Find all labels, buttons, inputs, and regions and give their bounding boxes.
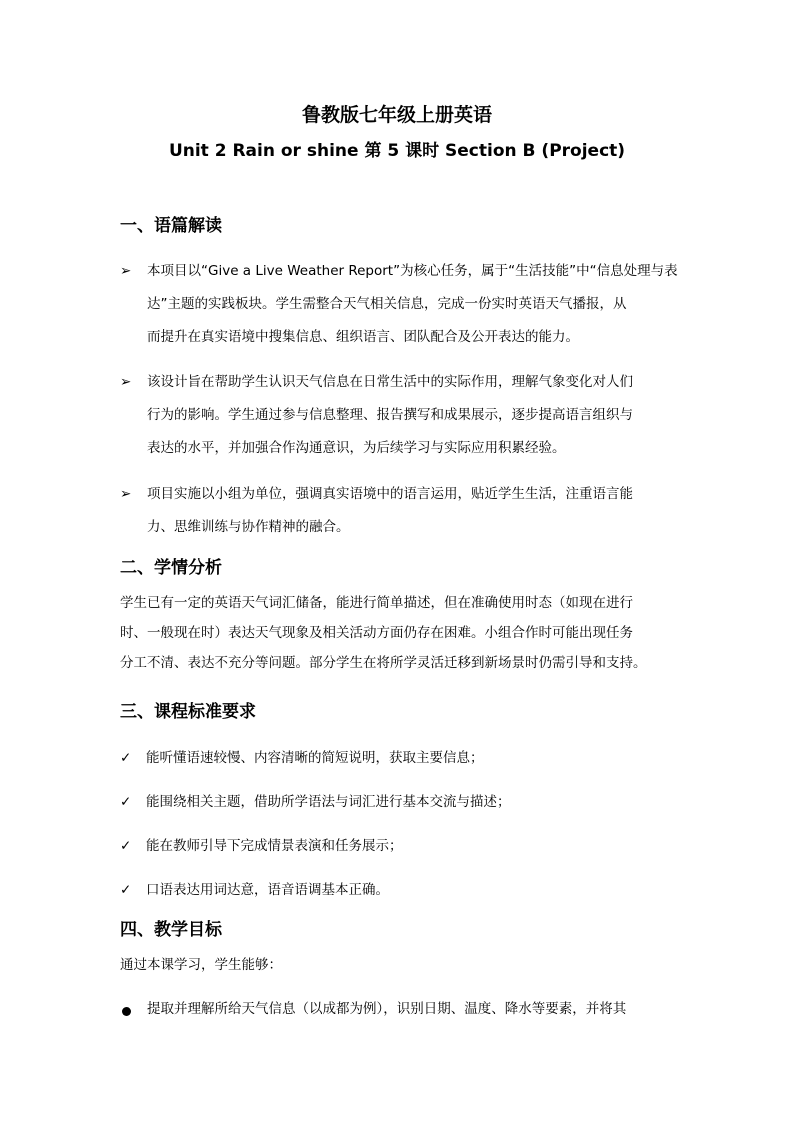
arrow-bullet-icon: ➢ (120, 263, 132, 279)
item-line: 而提升在真实语境中搜集信息、组织语言、团队配合及公开表达的能力。 (147, 329, 579, 345)
check-icon: ✓ (120, 794, 132, 810)
section3-heading: 三、课程标准要求 (120, 702, 256, 722)
arrow-bullet-icon: ➢ (120, 486, 132, 502)
section3-item-2 (120, 790, 511, 814)
document-title: 鲁教版七年级上册英语 (301, 104, 492, 126)
check-icon: ✓ (120, 882, 132, 898)
check-icon: ✓ (120, 750, 132, 766)
section4-heading: 四、教学目标 (120, 920, 222, 940)
bullet-dot-icon (122, 1007, 131, 1016)
item-line: 表达的水平，并加强合作沟通意识，为后续学习与实际应用积累经验。 (147, 440, 566, 456)
section2-line-3: 分工不清、表达不充分等问题。部分学生在将所学灵活迁移到新场景时仍需引导和支持。 (120, 655, 647, 671)
arrow-bullet-icon: ➢ (120, 374, 132, 390)
item-line: 行为的影响。学生通过参与信息整理、报告撰写和成果展示，逐步提高语言组织与 (147, 407, 633, 423)
item-line: 达”主题的实践板块。学生需整合天气相关信息，完成一份实时英语天气播报，从 (147, 296, 627, 312)
item-text: 能围绕相关主题，借助所学语法与词汇进行基本交流与描述； (146, 794, 511, 810)
section3-item-4 (120, 878, 389, 902)
item-line: 本项目以“Give a Live Weather Report”为核心任务，属于“生活技能”中“信息处理与表 (147, 263, 678, 279)
item-text: 能在教师引导下完成情景表演和任务展示； (146, 838, 403, 854)
section1-heading: 一、语篇解读 (120, 216, 222, 236)
item-line: 力、思维训练与协作精神的融合。 (147, 519, 350, 535)
item-line: 项目实施以小组为单位，强调真实语境中的语言运用，贴近学生生活，注重语言能 (147, 486, 633, 502)
item-text: 提取并理解所给天气信息（以成都为例），识别日期、温度、降水等要素，并将其 (147, 1001, 627, 1017)
item-line: 该设计旨在帮助学生认识天气信息在日常生活中的实际作用，理解气象变化对人们 (147, 374, 633, 390)
section2-heading: 二、学情分析 (120, 558, 222, 578)
section4-intro: 通过本课学习，学生能够： (120, 957, 282, 973)
section3-item-1 (120, 746, 484, 770)
item-text: 能听懂语速较慢、内容清晰的简短说明，获取主要信息； (146, 750, 484, 766)
section2-line-2: 时、一般现在时）表达天气现象及相关活动方面仍存在困难。小组合作时可能出现任务 (120, 625, 633, 641)
document-subtitle: Unit 2 Rain or shine 第 5 课时 Section B (Project) (168, 141, 626, 161)
section3-item-3 (120, 834, 403, 858)
check-icon: ✓ (120, 838, 132, 854)
section2-line-1: 学生已有一定的英语天气词汇储备，能进行简单描述，但在准确使用时态（如现在进行 (120, 595, 633, 611)
item-text: 口语表达用词达意，语音语调基本正确。 (146, 882, 389, 898)
